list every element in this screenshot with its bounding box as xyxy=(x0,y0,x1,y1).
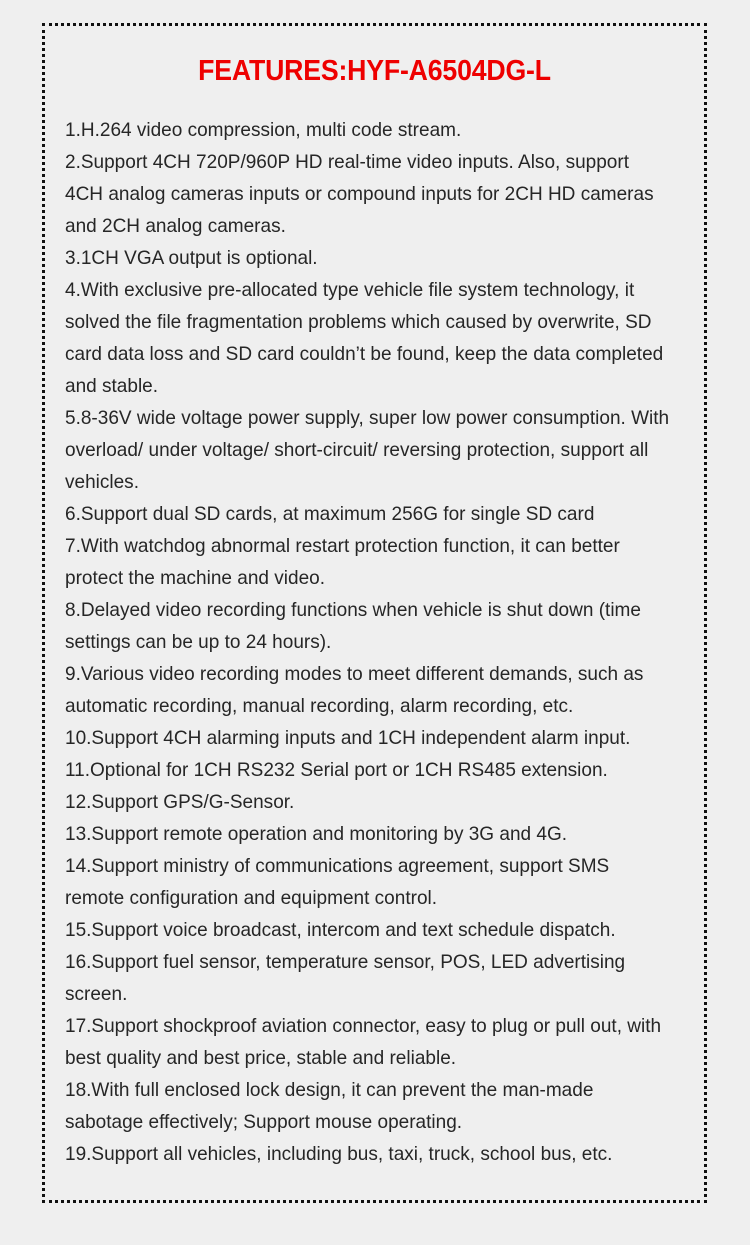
feature-item: 5.8-36V wide voltage power supply, super low power consumption. With overload/ under voltage/ short-circuit/ reversing protection, support all vehicles. xyxy=(65,407,670,493)
feature-item: 14.Support ministry of communications agreement, support SMS remote configuration and equipment control. xyxy=(65,855,610,909)
feature-item: 17.Support shockproof aviation connector, easy to plug or pull out, with best quality and best price, stable and reliable. xyxy=(65,1015,662,1069)
feature-item: 7.With watchdog abnormal restart protection function, it can better protect the machine and video. xyxy=(65,535,620,589)
feature-item: 1.H.264 video compression, multi code stream. xyxy=(65,119,462,141)
feature-item: 9.Various video recording modes to meet different demands, such as automatic recording, manual recording, alarm recording, etc. xyxy=(65,663,644,717)
feature-item: 6.Support dual SD cards, at maximum 256G for single SD card xyxy=(65,503,595,525)
feature-item: 3.1CH VGA output is optional. xyxy=(65,247,318,269)
feature-list xyxy=(45,88,704,1170)
features-panel xyxy=(42,23,707,1203)
feature-item: 15.Support voice broadcast, intercom and text schedule dispatch. xyxy=(65,919,616,941)
page-title: FEATURES:HYF-A6504DG-L xyxy=(198,55,551,87)
feature-item: 11.Optional for 1CH RS232 Serial port or 1CH RS485 extension. xyxy=(65,759,608,781)
feature-item: 13.Support remote operation and monitoring by 3G and 4G. xyxy=(65,823,568,845)
feature-item: 10.Support 4CH alarming inputs and 1CH independent alarm input. xyxy=(65,727,631,749)
feature-item: 19.Support all vehicles, including bus, taxi, truck, school bus, etc. xyxy=(65,1143,613,1165)
feature-item: 8.Delayed video recording functions when vehicle is shut down (time settings can be up to 24 hours). xyxy=(65,599,641,653)
feature-item: 12.Support GPS/G-Sensor. xyxy=(65,791,295,813)
feature-item: 18.With full enclosed lock design, it can prevent the man-made sabotage effectively; Support mouse operating. xyxy=(65,1079,594,1133)
feature-item: 16.Support fuel sensor, temperature sensor, POS, LED advertising screen. xyxy=(65,951,626,1005)
feature-item: 4.With exclusive pre-allocated type vehicle file system technology, it solved the file fragmentation problems which caused by overwrite, SD card data loss and SD card couldn’t be found, keep the data completed and stable. xyxy=(65,279,664,397)
feature-item: 2.Support 4CH 720P/960P HD real-time video inputs. Also, support 4CH analog cameras inputs or compound inputs for 2CH HD cameras and 2CH analog cameras. xyxy=(65,151,654,237)
